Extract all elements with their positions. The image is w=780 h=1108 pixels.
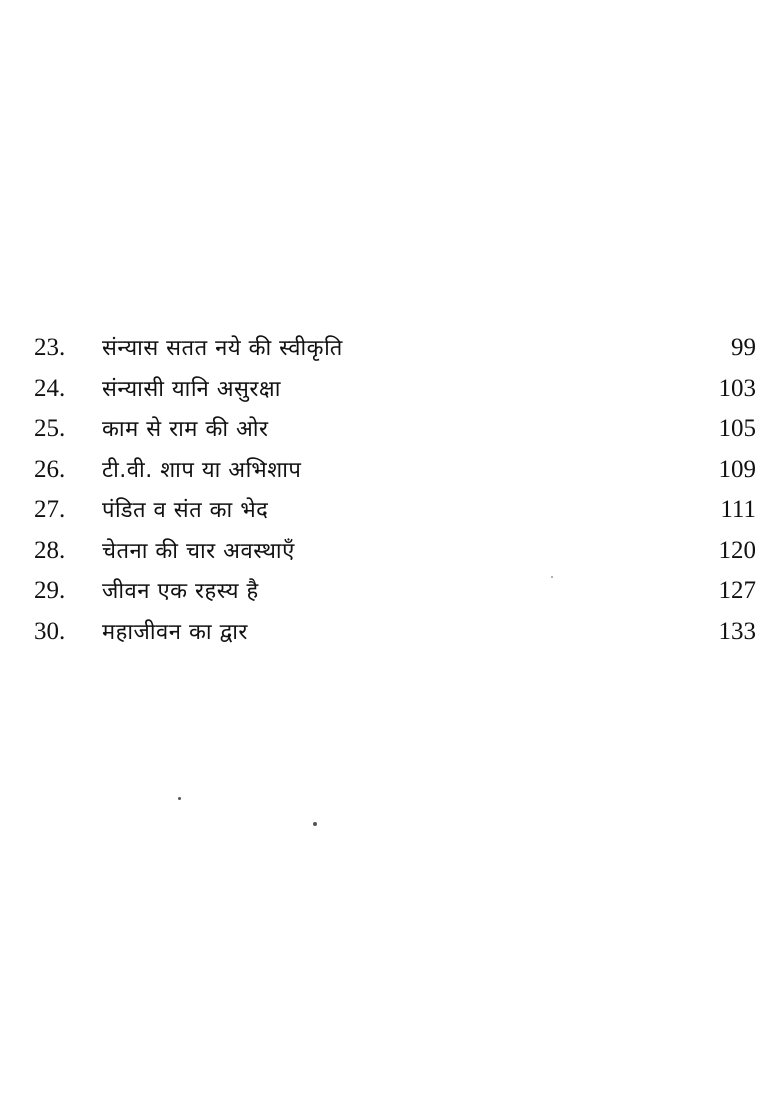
toc-entry-page: 120 bbox=[718, 536, 756, 564]
toc-entry-page: 109 bbox=[718, 455, 756, 483]
toc-entry bbox=[34, 531, 756, 572]
toc-entry-title: महाजीवन का द्वार bbox=[102, 619, 248, 645]
toc-entry-page: 133 bbox=[718, 617, 756, 645]
toc-entry bbox=[34, 369, 756, 410]
toc-entry-title: संन्यासी यानि असुरक्षा bbox=[102, 376, 281, 402]
toc-entry-number: 29. bbox=[34, 577, 66, 604]
toc-entry bbox=[34, 571, 756, 612]
toc-entry-number: 25. bbox=[34, 415, 66, 442]
toc-entry bbox=[34, 612, 756, 653]
toc-entry bbox=[34, 490, 756, 531]
toc-entry bbox=[34, 328, 756, 369]
toc-entry-number: 28. bbox=[34, 536, 66, 564]
toc-entry bbox=[34, 409, 756, 450]
table-of-contents bbox=[34, 328, 756, 652]
toc-entry-page: 127 bbox=[718, 577, 756, 604]
toc-entry-title: संन्यास सतत नये की स्वीकृति bbox=[102, 336, 343, 361]
toc-entry-page: 99 bbox=[731, 334, 756, 361]
toc-entry-number: 24. bbox=[34, 374, 66, 402]
toc-entry-title: टी.वी. शाप या अभिशाप bbox=[102, 457, 302, 483]
toc-entry-title: चेतना की चार अवस्थाएँ bbox=[102, 538, 295, 564]
toc-entry-title: काम से राम की ओर bbox=[102, 417, 269, 442]
toc-entry bbox=[34, 450, 756, 491]
toc-entry-number: 23. bbox=[34, 334, 66, 361]
scan-speck bbox=[178, 797, 181, 800]
toc-entry-page: 103 bbox=[718, 374, 756, 402]
toc-entry-title: जीवन एक रहस्य है bbox=[102, 579, 259, 604]
toc-entry-page: 105 bbox=[718, 415, 756, 442]
toc-entry-title: पंडित व संत का भेद bbox=[102, 498, 269, 523]
toc-entry-number: 30. bbox=[34, 617, 66, 645]
scan-speck bbox=[313, 822, 317, 826]
toc-entry-page: 111 bbox=[720, 496, 756, 523]
toc-entry-number: 26. bbox=[34, 455, 66, 483]
scan-speck bbox=[551, 576, 553, 578]
toc-entry-number: 27. bbox=[34, 496, 66, 523]
